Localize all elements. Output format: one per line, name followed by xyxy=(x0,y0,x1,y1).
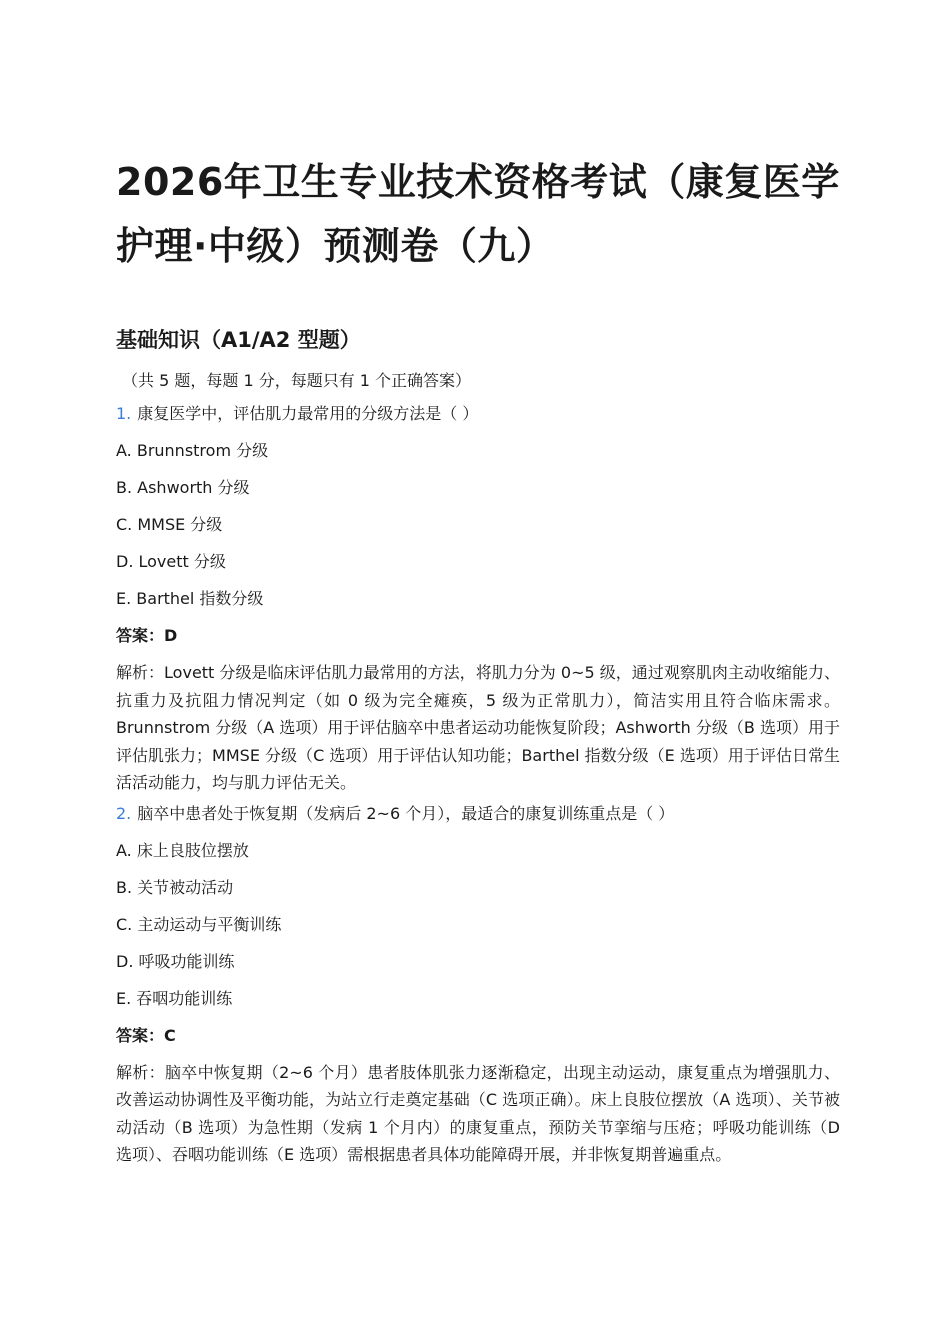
question-1 xyxy=(116,403,840,797)
question-2 xyxy=(116,803,840,1169)
option-e: E. 吞咽功能训练 xyxy=(116,988,233,1008)
option-b: B. 关节被动活动 xyxy=(116,877,234,897)
option-b: B. Ashworth 分级 xyxy=(116,478,250,497)
option-e: E. Barthel 指数分级 xyxy=(116,589,264,608)
answer: 答案：D xyxy=(116,626,178,645)
option-d: D. 呼吸功能训练 xyxy=(116,951,235,971)
question-number: 1. xyxy=(116,404,132,423)
question-text: 康复医学中，评估肌力最常用的分级方法是（ ） xyxy=(137,404,479,423)
question-number: 2. xyxy=(116,803,132,823)
option-c: C. 主动运动与平衡训练 xyxy=(116,914,282,934)
analysis: 解析：Lovett 分级是临床评估肌力最常用的方法，将肌力分为 0~5 级，通过观察肌肉主动收缩能力、抗重力及抗阻力情况判定（如 0 级为完全瘫痪，5 级为正常肌力），简洁实用且符合临床需求。Brunnstrom 分级（A 选项）用于评估脑卒中患者运动功能恢复阶段；Ashworth 分级（B 选项）用于评估肌张力；MMSE 分级（C 选项）用于评估认知功能；Barthel 指数分级（E 选项）用于评估日常生活活动能力，均与肌力评估无关。 xyxy=(116,663,840,792)
question-stem xyxy=(116,803,840,825)
analysis: 解析：脑卒中恢复期（2~6 个月）患者肢体肌张力逐渐稳定，出现主动运动，康复重点为增强肌力、改善运动协调性及平衡功能，为站立行走奠定基础（C 选项正确）。床上良肢位摆放（A 选项）、关节被动活动（B 选项）为急性期（发病 1 个月内）的康复重点，预防关节挛缩与压疮；呼吸功能训练（D 选项）、吞咽功能训练（E 选项）需根据患者具体功能障碍开展，并非恢复期普遍重点。 xyxy=(116,1062,840,1164)
option-d: D. Lovett 分级 xyxy=(116,552,226,571)
document-title: 2026年卫生专业技术资格考试（康复医学护理·中级）预测卷（九） xyxy=(116,160,840,268)
option-c: C. MMSE 分级 xyxy=(116,515,223,534)
question-text: 脑卒中患者处于恢复期（发病后 2~6 个月），最适合的康复训练重点是（ ） xyxy=(137,803,675,823)
option-a: A. 床上良肢位摆放 xyxy=(116,840,249,860)
document-page xyxy=(116,150,840,1169)
section-heading: 基础知识（A1/A2 型题） xyxy=(116,328,361,352)
answer: 答案：C xyxy=(116,1025,176,1045)
section-note: （共 5 题，每题 1 分，每题只有 1 个正确答案） xyxy=(122,371,472,390)
question-stem xyxy=(116,403,840,425)
option-a: A. Brunnstrom 分级 xyxy=(116,441,269,460)
